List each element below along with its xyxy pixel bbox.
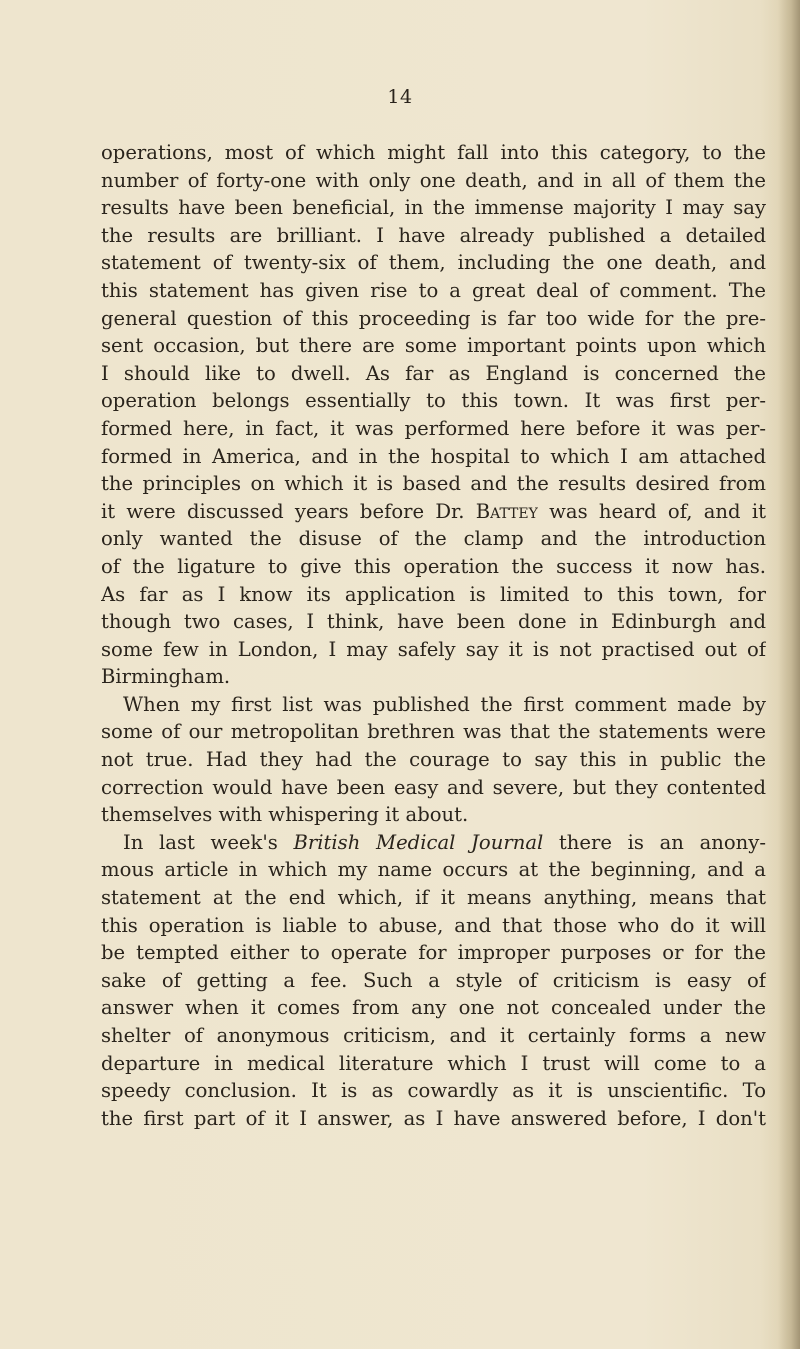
text-line [101, 829, 766, 857]
text-line: operations, most of which might fall into this category, to the [101, 141, 766, 164]
journal-title: British Medical Journal [293, 830, 544, 854]
text-line: only wanted the disuse of the clamp and the introduction [101, 527, 766, 551]
text-line: shelter of anonymous criticism, and it certainly forms a new [101, 1024, 766, 1047]
text-line: some few in London, I may safely say it is not practised out of [101, 637, 766, 661]
text-line: of the ligature to give this operation the success it now has. [101, 554, 766, 578]
body-text [101, 139, 766, 1132]
text-line: departure in medical literature which I trust will come to a [101, 1051, 766, 1075]
text-line: results have been beneficial, in the immense majority I may say [101, 196, 766, 220]
text-segment: there is an anony- [543, 830, 766, 854]
page-edge-shadow [778, 0, 800, 1349]
text-line: the first part of it I answer, as I have answered before, I don't [101, 1106, 766, 1130]
text-line: As far as I know its application is limited to this town, for [101, 582, 766, 606]
text-line: not true. Had they had the courage to say this in public the [101, 748, 766, 772]
text-line: formed here, in fact, it was performed here before it was per- [101, 416, 766, 440]
text-line: some of our metropolitan brethren was that the statements were [101, 720, 766, 744]
text-line [101, 498, 766, 526]
page-number: 14 [387, 86, 413, 108]
text-line: formed in America, and in the hospital to which I am attached [101, 444, 766, 468]
text-segment: In last week's [123, 830, 294, 854]
text-line: themselves with whispering it about. [101, 803, 469, 827]
text-line: statement of twenty-six of them, including the one death, and [101, 251, 766, 275]
text-line: sake of getting a fee. Such a style of criticism is easy of [101, 968, 766, 992]
text-line: answer when it comes from any one not concealed under the [101, 996, 766, 1020]
text-line: speedy conclusion. It is as cowardly as it is unscientific. To [101, 1079, 766, 1103]
text-line: sent occasion, but there are some important points upon which [101, 334, 766, 358]
text-line: this operation is liable to abuse, and that those who do it will [101, 913, 766, 937]
text-segment: was heard of, and it [537, 499, 766, 523]
text-line: Birmingham. [101, 665, 231, 689]
text-line: statement at the end which, if it means anything, means that [101, 886, 766, 910]
text-line: general question of this proceeding is far too wide for the pre- [101, 306, 766, 330]
text-line: number of forty-one with only one death, and in all of them the [101, 168, 766, 192]
text-segment: it were discussed years before Dr. [101, 499, 476, 523]
text-line: operation belongs essentially to this town. It was first per- [101, 389, 766, 413]
text-line: this statement has given rise to a great deal of comment. The [101, 278, 766, 302]
text-line: correction would have been easy and severe, but they contented [101, 775, 766, 799]
text-line: though two cases, I think, have been done in Edinburgh and [101, 610, 766, 634]
text-line: be tempted either to operate for improper purposes or for the [101, 941, 766, 965]
name-battey: Battey [475, 499, 538, 523]
text-line: the results are brilliant. I have already published a detailed [101, 223, 766, 247]
text-line: mous article in which my name occurs at the beginning, and a [101, 858, 766, 882]
text-line: When my first list was published the first comment made by [123, 692, 766, 716]
text-line: I should like to dwell. As far as England is concerned the [101, 361, 766, 385]
text-line: the principles on which it is based and the results desired from [101, 472, 766, 496]
